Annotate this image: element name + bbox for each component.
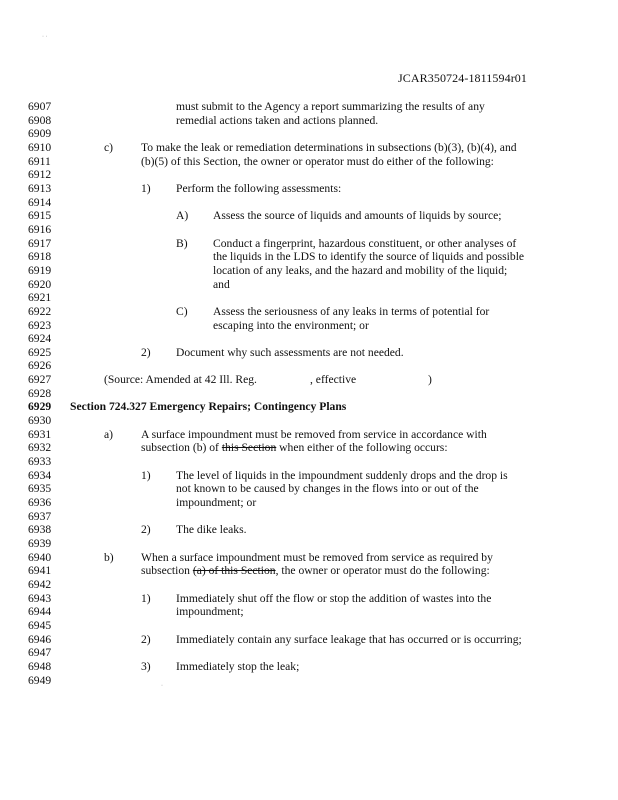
document-line: [0, 428, 618, 442]
line-text: not known to be caused by changes in the flows into or out of the: [176, 482, 479, 496]
line-text: c): [104, 140, 114, 154]
line-segment: [104, 428, 113, 442]
line-text: When a surface impoundment must be removed from service as required by: [141, 550, 493, 564]
line-segment: [213, 319, 369, 333]
line-segment: [428, 373, 432, 387]
line-segment: [176, 496, 256, 510]
document-line: [0, 127, 618, 141]
document-line: [0, 196, 618, 210]
document-line: [0, 141, 618, 155]
line-text: ): [428, 373, 432, 387]
line-number: 6932: [28, 441, 52, 455]
scan-specks: · ·: [42, 34, 48, 40]
document-line: [0, 155, 618, 169]
line-number: 6908: [28, 113, 52, 127]
line-number: 6926: [28, 359, 52, 373]
document-line: [0, 114, 618, 128]
line-number: 6928: [28, 386, 52, 400]
document-line: [0, 496, 618, 510]
line-text: Document why such assessments are not needed.: [176, 345, 404, 359]
line-number: 6920: [28, 277, 52, 291]
line-number: 6941: [28, 564, 52, 578]
line-text: 2): [141, 632, 151, 646]
line-number: 6943: [28, 591, 52, 605]
line-number: 6937: [28, 509, 52, 523]
line-segment: [104, 373, 257, 387]
document-line: [0, 414, 618, 428]
line-text: (Source: Amended at 42 Ill. Reg.: [104, 373, 257, 387]
line-number: 6949: [28, 673, 52, 687]
document-line: [0, 264, 618, 278]
line-text: A surface impoundment must be removed from service in accordance with: [141, 427, 487, 441]
line-segment: [176, 633, 522, 647]
line-number: 6936: [28, 496, 52, 510]
document-line: [0, 100, 618, 114]
document-line: [0, 209, 618, 223]
line-text: Assess the seriousness of any leaks in terms of potential for: [213, 304, 490, 318]
line-segment: [176, 114, 378, 128]
line-text: must submit to the Agency a report summarizing the results of any: [176, 100, 485, 113]
line-segment: [141, 469, 151, 483]
line-segment: [141, 660, 151, 674]
line-segment: [176, 482, 479, 496]
line-number: 6927: [28, 373, 52, 387]
line-number: 6919: [28, 263, 52, 277]
document-line: [0, 278, 618, 292]
line-segment: [141, 523, 151, 537]
line-text: b): [104, 550, 114, 564]
line-number: 6938: [28, 523, 52, 537]
line-number: 6907: [28, 100, 52, 113]
line-text: The dike leaks.: [176, 523, 247, 537]
line-segment: [176, 100, 485, 114]
line-text: a): [104, 427, 114, 441]
line-segment: [141, 428, 487, 442]
line-text: 1): [141, 591, 151, 605]
line-text: Assess the source of liquids and amounts of liquids by source;: [213, 209, 502, 223]
line-segment: [141, 551, 493, 565]
line-text: the liquids in the LDS to identify the source of liquids and possible: [213, 250, 525, 264]
document-line: [0, 564, 618, 578]
line-text: 2): [141, 523, 151, 537]
line-text: 2): [141, 345, 151, 359]
line-number: 6940: [28, 550, 52, 564]
document-line: [0, 359, 618, 373]
document-line: [0, 578, 618, 592]
line-text: subsection: [141, 564, 193, 578]
line-segment: [141, 155, 494, 169]
line-number: 6930: [28, 414, 52, 428]
line-segment: [176, 237, 188, 251]
line-text: when either of the following occurs:: [276, 441, 448, 455]
line-number: 6945: [28, 618, 52, 632]
line-segment: [104, 551, 114, 565]
struck-text: (a) of this Section: [192, 564, 276, 578]
line-number: 6935: [28, 482, 52, 496]
line-number: 6931: [28, 427, 52, 441]
scan-artifact-dot: ·: [161, 683, 163, 689]
line-segment: [213, 250, 524, 264]
struck-text: this Section: [221, 441, 277, 455]
line-segment: [176, 209, 188, 223]
line-text: , the owner or operator must do the following:: [275, 564, 490, 578]
line-text: To make the leak or remediation determinations in subsections (b)(3), (b)(4), and: [141, 140, 517, 154]
line-text: C): [176, 304, 188, 318]
document-line: [0, 319, 618, 333]
line-segment: [213, 209, 502, 223]
line-number: 6914: [28, 195, 52, 209]
document-line: [0, 168, 618, 182]
line-segment: [176, 346, 404, 360]
line-segment: [141, 141, 517, 155]
line-text: impoundment; or: [176, 496, 257, 510]
document-line: [0, 373, 618, 387]
line-segment: [176, 605, 244, 619]
line-segment: [176, 305, 188, 319]
line-text: Immediately stop the leak;: [176, 659, 300, 673]
line-number: 6924: [28, 332, 52, 346]
line-text: 3): [141, 659, 151, 673]
line-segment: [141, 564, 490, 578]
line-text: (b)(5) of this Section, the owner or operator must do either of the following:: [141, 154, 494, 168]
document-line: [0, 400, 618, 414]
line-number: 6934: [28, 468, 52, 482]
document-line: [0, 674, 618, 688]
line-number: 6925: [28, 345, 52, 359]
line-text: Section 724.327 Emergency Repairs; Contingency Plans: [70, 400, 347, 414]
line-text: Conduct a fingerprint, hazardous constituent, or other analyses of: [213, 236, 517, 250]
line-segment: [213, 264, 507, 278]
line-number: 6912: [28, 168, 52, 182]
document-line: [0, 592, 618, 606]
line-text: impoundment;: [176, 605, 244, 619]
document-line: [0, 387, 618, 401]
line-number: 6933: [28, 455, 52, 469]
document-line: [0, 291, 618, 305]
line-number: 6913: [28, 181, 52, 195]
line-text: , effective: [310, 373, 357, 387]
line-text: 1): [141, 181, 151, 195]
document-line: [0, 523, 618, 537]
document-line: [0, 660, 618, 674]
document-line: [0, 482, 618, 496]
line-segment: [104, 141, 113, 155]
line-text: The level of liquids in the impoundment suddenly drops and the drop is: [176, 468, 508, 482]
document-line: [0, 250, 618, 264]
document-line: [0, 605, 618, 619]
line-text: remedial actions taken and actions planned.: [176, 113, 379, 127]
line-segment: [141, 182, 151, 196]
document-line: [0, 469, 618, 483]
line-text: B): [176, 236, 188, 250]
line-segment: [310, 373, 356, 387]
line-text: 1): [141, 468, 151, 482]
line-segment: [213, 278, 230, 292]
line-number: 6942: [28, 577, 52, 591]
line-segment: [141, 633, 151, 647]
line-number: 6915: [28, 209, 52, 223]
line-number: 6939: [28, 537, 52, 550]
line-segment: [213, 237, 516, 251]
line-number: 6947: [28, 646, 52, 660]
document-line: [0, 455, 618, 469]
document-line: [0, 223, 618, 237]
line-number: 6911: [28, 154, 51, 168]
line-segment: [176, 469, 508, 483]
line-text: Perform the following assessments:: [176, 181, 342, 195]
document-line: [0, 633, 618, 647]
document-line: [0, 510, 618, 524]
line-number: 6923: [28, 318, 52, 332]
line-segment: [176, 523, 247, 537]
line-number: 6910: [28, 140, 52, 154]
document-line: [0, 646, 618, 660]
line-number: 6917: [28, 236, 52, 250]
line-number: 6909: [28, 127, 52, 141]
line-segment: [141, 346, 151, 360]
document-line: [0, 182, 618, 196]
document-line: [0, 305, 618, 319]
line-segment: [176, 660, 299, 674]
line-text: Immediately contain any surface leakage that has occurred or is occurring;: [176, 632, 522, 646]
document-id-header: JCAR350724-1811594r01: [398, 71, 527, 85]
line-text: and: [213, 277, 230, 291]
numbered-lines: [0, 100, 618, 687]
line-segment: [70, 400, 346, 414]
document-line: [0, 332, 618, 346]
line-number: 6918: [28, 250, 52, 264]
document-line: [0, 346, 618, 360]
line-text: location of any leaks, and the hazard and mobility of the liquid;: [213, 263, 508, 277]
line-number: 6922: [28, 304, 52, 318]
document-line: [0, 441, 618, 455]
line-text: A): [176, 209, 189, 223]
line-number: 6944: [28, 605, 52, 619]
document-line: [0, 619, 618, 633]
line-segment: [213, 305, 489, 319]
line-segment: [141, 441, 448, 455]
line-number: 6921: [28, 291, 52, 305]
document-line: [0, 537, 618, 551]
line-text: subsection (b) of: [141, 441, 222, 455]
document-line: [0, 551, 618, 565]
line-segment: [176, 592, 491, 606]
line-number: 6916: [28, 222, 52, 236]
line-number: 6948: [28, 659, 52, 673]
line-text: escaping into the environment; or: [213, 318, 369, 332]
line-number: 6946: [28, 632, 52, 646]
document-line: [0, 237, 618, 251]
line-text: Immediately shut off the flow or stop the addition of wastes into the: [176, 591, 492, 605]
line-segment: [141, 592, 151, 606]
line-number: 6929: [28, 400, 52, 414]
line-segment: [176, 182, 341, 196]
